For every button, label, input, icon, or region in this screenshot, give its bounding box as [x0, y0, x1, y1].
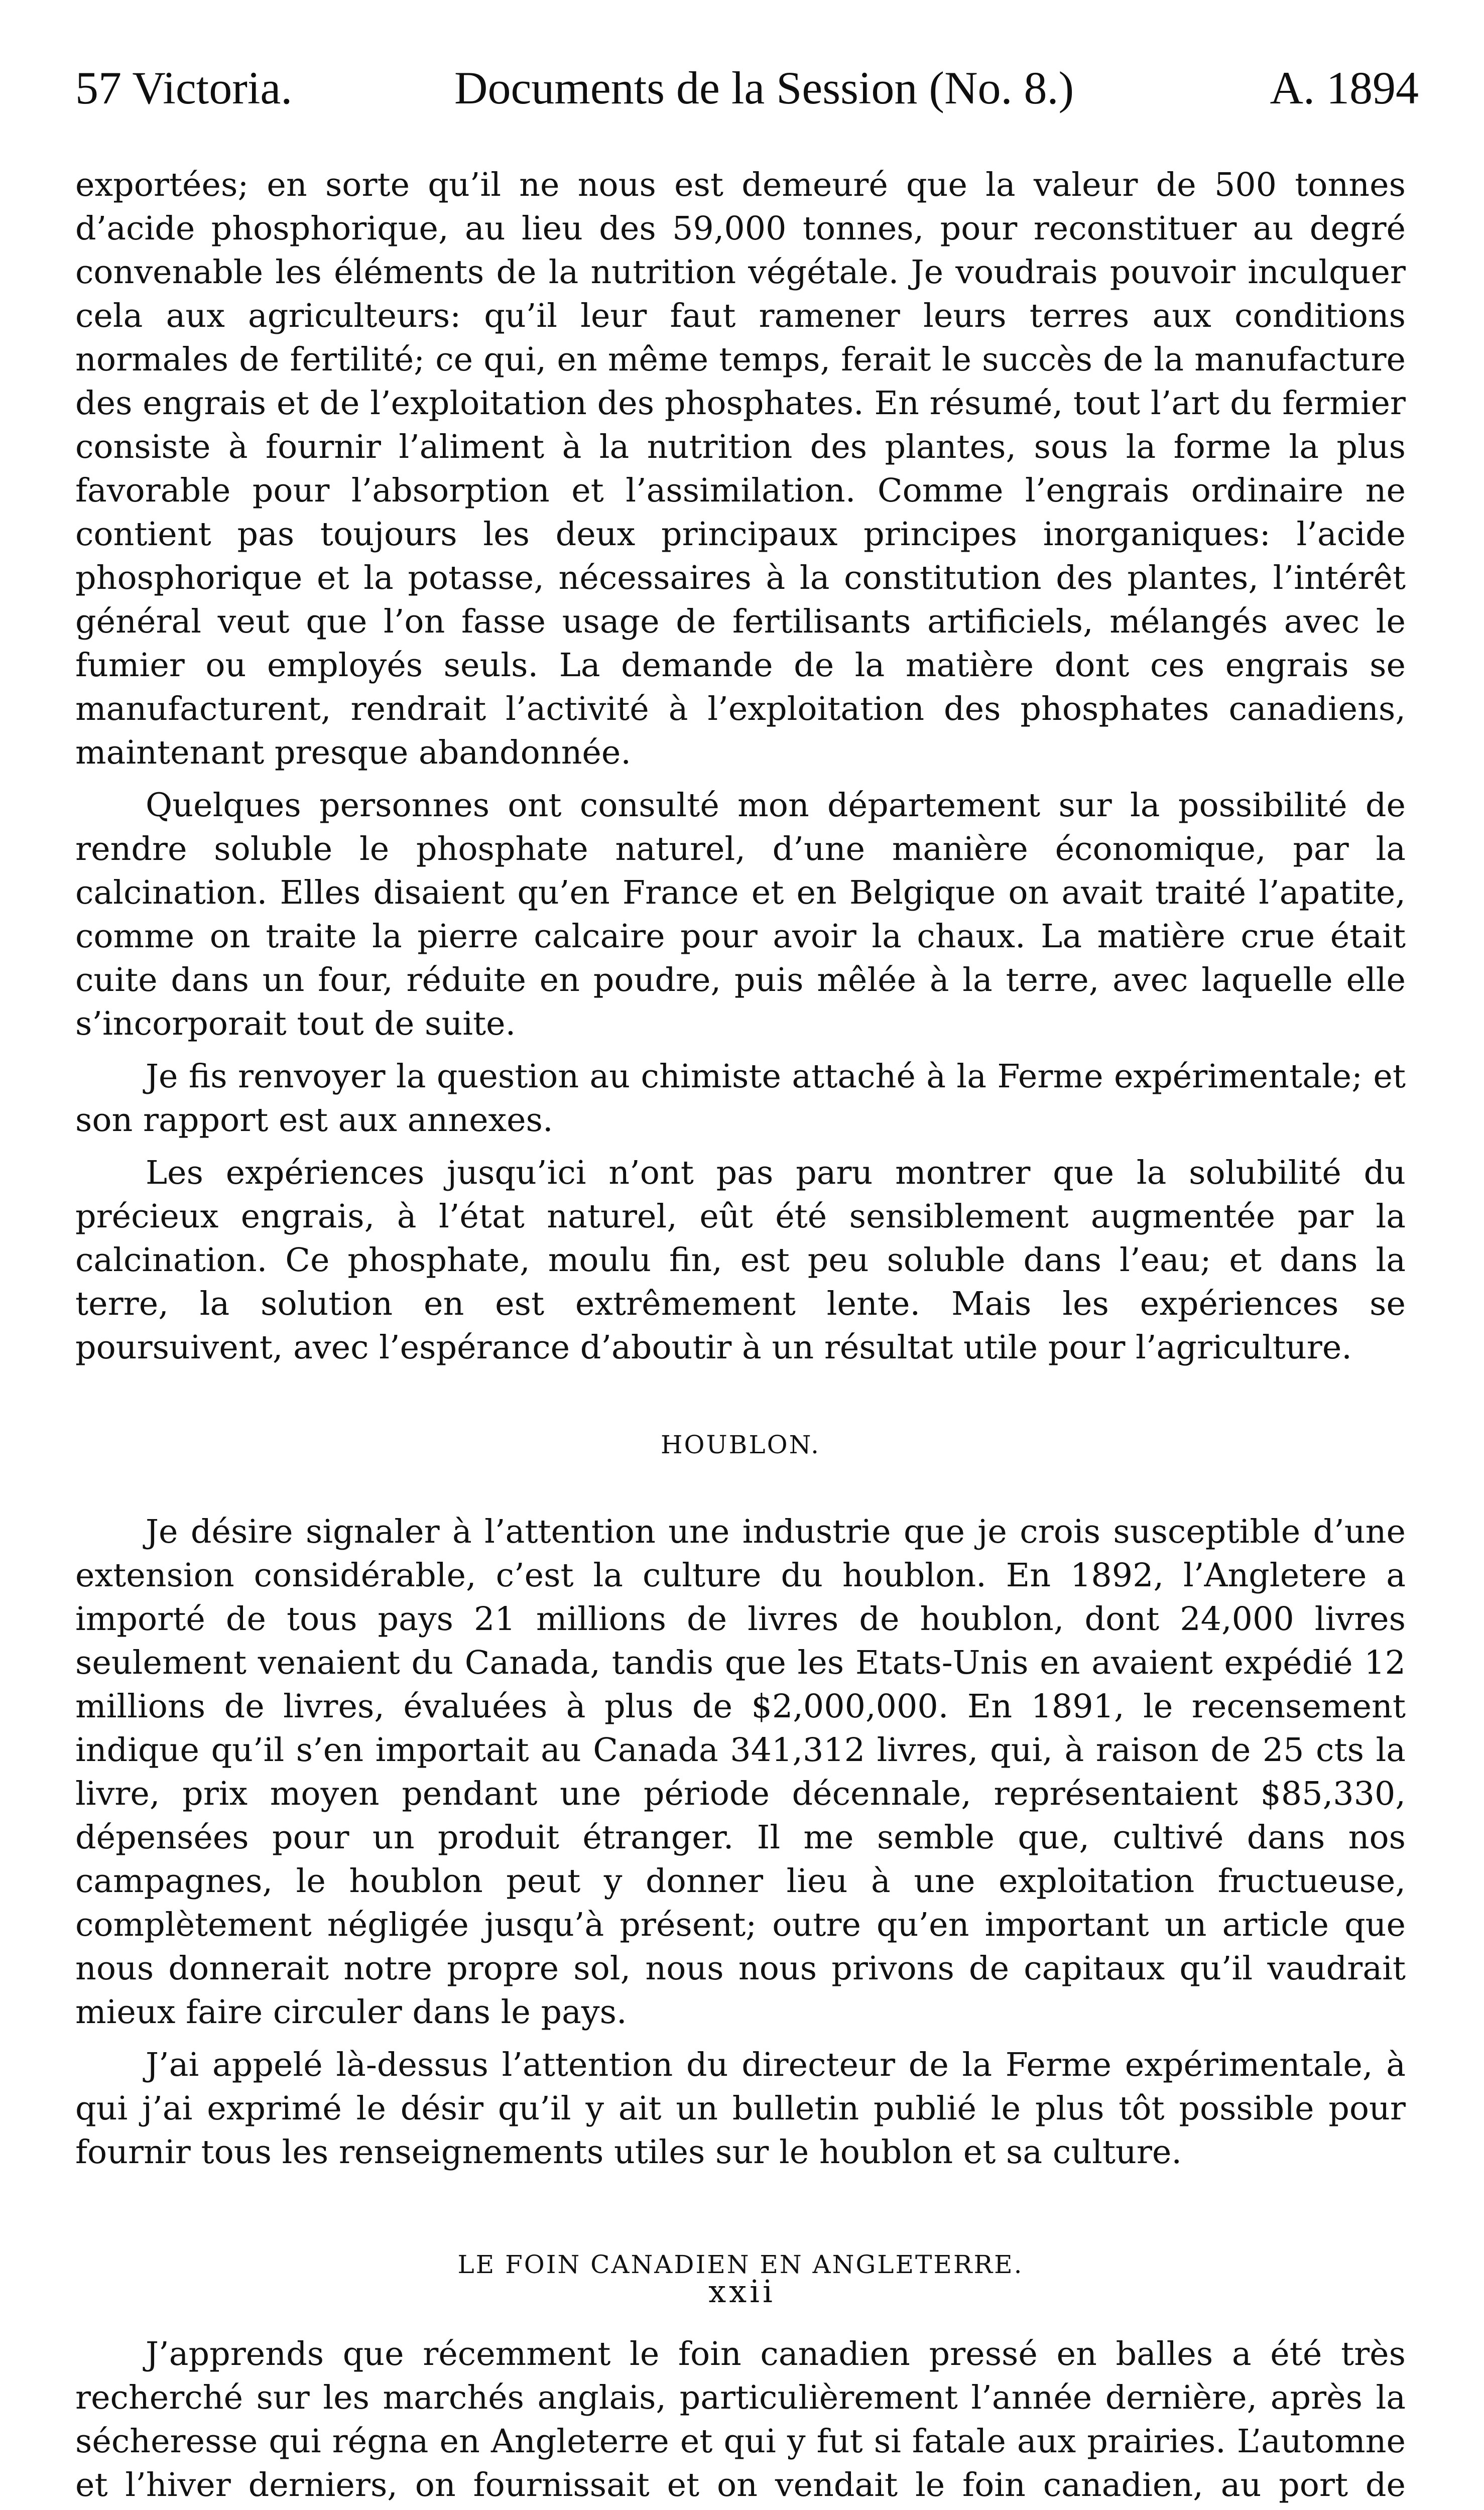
header-year: A. 1894: [1270, 62, 1419, 113]
section-heading-houblon: HOUBLON.: [660, 1430, 821, 1459]
paragraph-hop-bulletin: J’ai appelé là-dessus l’attention du directeur de la Ferme expérimentale, à qui j’ai exprimé le désir qu’il y ait un bulletin publié le plus tôt possible pour fournir tous les renseignements utiles sur le houblon et sa culture.: [75, 2046, 1406, 2171]
header-document-title: Documents de la Session (No. 8.): [454, 62, 1074, 113]
paragraph-calcination-question: Quelques personnes ont consulté mon département sur la possibilité de rendre soluble le phosphate naturel, d’une manière économique, par la calcination. Elles disaient qu’en France et en Belgique on avait traité l’apatite, comme on traite la pierre calcaire pour avoir la chaux. La matière crue était cuite dans un four, réduite en poudre, puis mêlée à la terre, avec laquelle elle s’incorporait tout de suite.: [75, 787, 1406, 1043]
running-header: [75, 50, 1419, 126]
page-number: xxii: [708, 2273, 776, 2310]
page-body: [75, 163, 1406, 2510]
paragraph-canadian-hay: J’apprends que récemment le foin canadien pressé en balles a été très recherché sur les marchés anglais, particulièrement l’année dernière, après la sécheresse qui régna en Angleterre et qui y fut si fatale aux prairies. L’automne et l’hiver derniers, on fournissait et on vendait le foin canadien, au port de: [75, 2335, 1406, 2504]
section-heading-foin-canadien: LE FOIN CANADIEN EN ANGLETERRE.: [457, 2250, 1024, 2279]
header-volume: 57 Victoria.: [75, 62, 293, 113]
paragraph-hop-industry: Je désire signaler à l’attention une industrie que je crois susceptible d’une extension considérable, c’est la culture du houblon. En 1892, l’Angletere a importé de tous pays 21 millions de livres de houblon, dont 24,000 livres seulement venaient du Canada, tandis que les Etats-Unis en avaient expédié 12 millions de livres, évaluées à plus de $2,000,000. En 1891, le recensement indique qu’il s’en importait au Canada 341,312 livres, qui, à raison de 25 cts la livre, prix moyen pendant une période décennale, représentaient $85,330, dépensées pour un produit étranger. Il me semble que, cultivé dans nos campagnes, le houblon peut y donner lieu à une exploitation fructueuse, complètement négligée jusqu’à présent; outre qu’en important un article que nous donnerait notre propre sol, nous nous privons de capitaux qu’il vaudrait mieux faire circuler dans le pays.: [75, 1513, 1406, 2031]
paragraph-experiments: Les expériences jusqu’ici n’ont pas paru montrer que la solubilité du précieux engrais, à l’état naturel, eût été sensiblement augmentée par la calcination. Ce phosphate, moulu fin, est peu soluble dans l’eau; et dans la terre, la solution en est extrêmement lente. Mais les expériences se poursuivent, avec l’espérance d’aboutir à un résultat utile pour l’agriculture.: [75, 1154, 1406, 1366]
paragraph-phosphates-continued: exportées; en sorte qu’il ne nous est demeuré que la valeur de 500 tonnes d’acide phosphorique, au lieu des 59,000 tonnes, pour reconstituer au degré convenable les éléments de la nutrition végétale. Je voudrais pouvoir inculquer cela aux agriculteurs: qu’il leur faut ramener leurs terres aux conditions normales de fertilité; ce qui, en même temps, ferait le succès de la manufacture des engrais et de l’exploitation des phosphates. En résumé, tout l’art du fermier consiste à fournir l’aliment à la nutrition des plantes, sous la forme la plus favorable pour l’absorption et l’assimilation. Comme l’engrais ordinaire ne contient pas toujours les deux principaux principes inorganiques: l’acide phosphorique et la potasse, nécessaires à la constitution des plantes, l’intérêt général veut que l’on fasse usage de fertilisants artificiels, mélangés avec le fumier ou employés seuls. La demande de la matière dont ces engrais se manufacturent, rendrait l’activité à l’exploitation des phosphates canadiens, maintenant presque abandonnée.: [75, 166, 1406, 772]
paragraph-chemist-referral: Je fis renvoyer la question au chimiste attaché à la Ferme expérimentale; et son rapport est aux annexes.: [75, 1058, 1406, 1139]
